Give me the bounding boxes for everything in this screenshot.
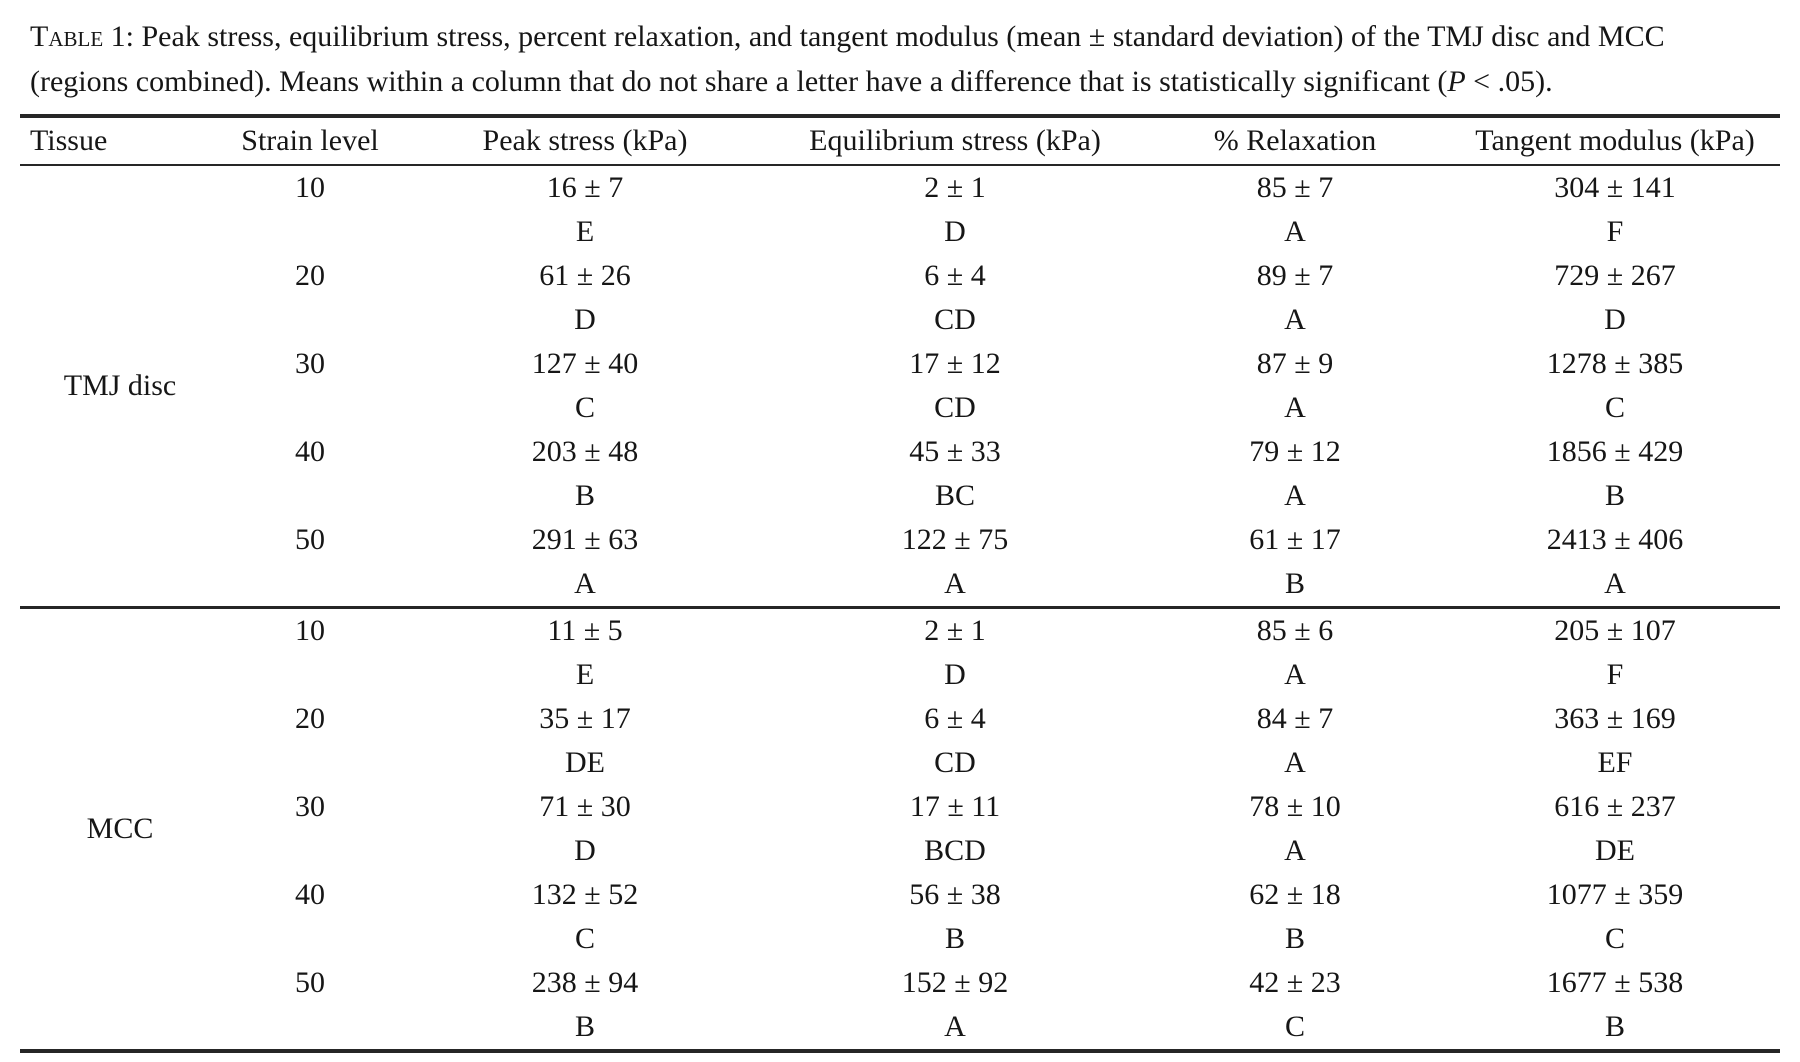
tissue-label: TMJ disc <box>63 369 177 402</box>
results-table <box>20 114 1780 1053</box>
equilibrium-stress-letter-cell: CD <box>934 391 976 424</box>
peak-stress-cell: 127 ± 40 <box>531 347 639 380</box>
tangent-modulus-cell: 304 ± 141 <box>1554 171 1676 204</box>
peak-stress-letter-cell: C <box>574 391 595 424</box>
tangent-modulus-cell: 616 ± 237 <box>1554 790 1676 823</box>
tangent-modulus-letter-cell: B <box>1604 1010 1625 1043</box>
caption-line1: Peak stress, equilibrium stress, percent relaxation, and tangent modulus (mean ± standard deviation) of the TMJ disc and MCC <box>134 20 1665 53</box>
peak-stress-letter-cell: B <box>574 1010 595 1043</box>
equilibrium-stress-cell: 17 ± 11 <box>909 790 1001 823</box>
peak-stress-cell: 35 ± 17 <box>539 702 631 735</box>
relaxation-letter-cell: A <box>1284 834 1306 867</box>
peak-stress-cell: 132 ± 52 <box>531 878 639 911</box>
tangent-modulus-cell: 205 ± 107 <box>1554 614 1676 647</box>
tangent-modulus-cell: 729 ± 267 <box>1554 259 1676 292</box>
significance-letter-row <box>20 562 1780 608</box>
strain-level-spacer-cell <box>220 1005 400 1051</box>
peak-stress-letter-cell: E <box>575 658 595 691</box>
peak-stress-cell: 238 ± 94 <box>531 966 639 999</box>
relaxation-letter-cell: B <box>1284 922 1305 955</box>
equilibrium-stress-letter-cell: D <box>944 658 966 691</box>
equilibrium-stress-cell: 122 ± 75 <box>901 523 1009 556</box>
tangent-modulus-cell: 1856 ± 429 <box>1546 435 1684 468</box>
relaxation-letter-cell: A <box>1284 391 1306 424</box>
header-relaxation: % Relaxation <box>1213 124 1377 157</box>
relaxation-letter-cell: C <box>1284 1010 1305 1043</box>
header-peak-stress: Peak stress (kPa) <box>482 124 688 157</box>
strain-level-cell: 20 <box>295 259 325 292</box>
equilibrium-stress-letter-cell: B <box>944 922 965 955</box>
strain-level-cell: 40 <box>295 878 325 911</box>
tissue-group-tmj-disc <box>20 165 1780 608</box>
strain-level-spacer-cell <box>220 474 400 518</box>
significance-letter-row <box>20 653 1780 697</box>
equilibrium-stress-letter-cell: CD <box>934 303 976 336</box>
strain-level-cell: 20 <box>295 702 325 735</box>
strain-level-spacer-cell <box>220 386 400 430</box>
tangent-modulus-letter-cell: D <box>1604 303 1626 336</box>
tangent-modulus-letter-cell: DE <box>1595 834 1635 867</box>
equilibrium-stress-letter-cell: BC <box>934 479 976 512</box>
significance-letter-row <box>20 829 1780 873</box>
value-row <box>20 608 1780 654</box>
value-row <box>20 873 1780 917</box>
value-row <box>20 430 1780 474</box>
strain-level-spacer-cell <box>220 210 400 254</box>
peak-stress-cell: 291 ± 63 <box>531 523 639 556</box>
significance-letter-row <box>20 741 1780 785</box>
relaxation-cell: 85 ± 7 <box>1256 171 1334 204</box>
peak-stress-letter-cell: E <box>575 215 595 248</box>
significance-letter-row <box>20 298 1780 342</box>
header-row <box>20 116 1780 165</box>
equilibrium-stress-cell: 45 ± 33 <box>909 435 1001 468</box>
tangent-modulus-cell: 363 ± 169 <box>1554 702 1676 735</box>
significance-letter-row <box>20 1005 1780 1051</box>
tangent-modulus-cell: 1677 ± 538 <box>1546 966 1684 999</box>
significance-letter-row <box>20 210 1780 254</box>
tissue-label: MCC <box>86 812 154 845</box>
significance-letter-row <box>20 474 1780 518</box>
equilibrium-stress-cell: 2 ± 1 <box>924 614 986 647</box>
strain-level-cell: 10 <box>295 614 325 647</box>
tangent-modulus-letter-cell: F <box>1606 658 1624 691</box>
strain-level-cell: 10 <box>295 171 325 204</box>
tangent-modulus-cell: 1278 ± 385 <box>1546 347 1684 380</box>
header-strain-level: Strain level <box>241 124 379 157</box>
strain-level-spacer-cell <box>220 653 400 697</box>
relaxation-cell: 85 ± 6 <box>1256 614 1334 647</box>
table-caption <box>30 14 1772 104</box>
equilibrium-stress-cell: 17 ± 12 <box>909 347 1001 380</box>
strain-level-spacer-cell <box>220 298 400 342</box>
relaxation-cell: 62 ± 18 <box>1249 878 1341 911</box>
equilibrium-stress-letter-cell: D <box>944 215 966 248</box>
peak-stress-cell: 16 ± 7 <box>546 171 624 204</box>
strain-level-cell: 50 <box>295 966 325 999</box>
relaxation-letter-cell: A <box>1284 215 1306 248</box>
relaxation-letter-cell: B <box>1284 567 1305 600</box>
tangent-modulus-letter-cell: F <box>1606 215 1624 248</box>
relaxation-cell: 78 ± 10 <box>1249 790 1341 823</box>
strain-level-cell: 40 <box>295 435 325 468</box>
peak-stress-letter-cell: D <box>574 834 596 867</box>
significance-letter-row <box>20 386 1780 430</box>
caption-p-symbol: P <box>1447 65 1466 98</box>
strain-level-spacer-cell <box>220 829 400 873</box>
equilibrium-stress-letter-cell: BCD <box>924 834 986 867</box>
equilibrium-stress-cell: 6 ± 4 <box>924 259 986 292</box>
peak-stress-cell: 61 ± 26 <box>539 259 631 292</box>
value-row <box>20 785 1780 829</box>
tissue-group-mcc <box>20 608 1780 1052</box>
peak-stress-letter-cell: DE <box>565 746 605 779</box>
equilibrium-stress-letter-cell: A <box>944 1010 966 1043</box>
caption-line2-end: < .05). <box>1465 65 1553 98</box>
peak-stress-letter-cell: A <box>574 567 596 600</box>
relaxation-letter-cell: A <box>1284 303 1306 336</box>
strain-level-cell: 30 <box>295 790 325 823</box>
value-row <box>20 254 1780 298</box>
value-row <box>20 961 1780 1005</box>
equilibrium-stress-cell: 152 ± 92 <box>901 966 1009 999</box>
peak-stress-letter-cell: D <box>574 303 596 336</box>
peak-stress-letter-cell: C <box>574 922 595 955</box>
relaxation-cell: 87 ± 9 <box>1256 347 1334 380</box>
equilibrium-stress-letter-cell: CD <box>934 746 976 779</box>
relaxation-letter-cell: A <box>1284 658 1306 691</box>
header-tissue: Tissue <box>30 124 108 157</box>
tangent-modulus-cell: 2413 ± 406 <box>1546 523 1684 556</box>
strain-level-cell: 50 <box>295 523 325 556</box>
relaxation-letter-cell: A <box>1284 746 1306 779</box>
table-header <box>20 116 1780 165</box>
peak-stress-cell: 11 ± 5 <box>547 614 623 647</box>
relaxation-letter-cell: A <box>1284 479 1306 512</box>
value-row <box>20 165 1780 210</box>
tangent-modulus-letter-cell: C <box>1604 391 1625 424</box>
equilibrium-stress-cell: 56 ± 38 <box>909 878 1001 911</box>
tangent-modulus-letter-cell: C <box>1604 922 1625 955</box>
value-row <box>20 342 1780 386</box>
header-tangent-modulus: Tangent modulus (kPa) <box>1475 124 1755 157</box>
tangent-modulus-letter-cell: B <box>1604 479 1625 512</box>
strain-level-spacer-cell <box>220 741 400 785</box>
relaxation-cell: 89 ± 7 <box>1256 259 1334 292</box>
equilibrium-stress-cell: 2 ± 1 <box>924 171 986 204</box>
value-row <box>20 518 1780 562</box>
peak-stress-cell: 203 ± 48 <box>531 435 639 468</box>
equilibrium-stress-cell: 6 ± 4 <box>924 702 986 735</box>
strain-level-cell: 30 <box>295 347 325 380</box>
caption-label: Table 1: <box>30 20 134 53</box>
value-row <box>20 697 1780 741</box>
caption-line2-start: (regions combined). Means within a column that do not share a letter have a difference that is statistically significant ( <box>30 65 1448 98</box>
relaxation-cell: 42 ± 23 <box>1249 966 1341 999</box>
tangent-modulus-letter-cell: EF <box>1597 746 1633 779</box>
header-equilibrium-stress: Equilibrium stress (kPa) <box>809 124 1101 157</box>
peak-stress-cell: 71 ± 30 <box>539 790 631 823</box>
relaxation-cell: 84 ± 7 <box>1256 702 1334 735</box>
tangent-modulus-cell: 1077 ± 359 <box>1546 878 1684 911</box>
peak-stress-letter-cell: B <box>574 479 595 512</box>
strain-level-spacer-cell <box>220 917 400 961</box>
significance-letter-row <box>20 917 1780 961</box>
relaxation-cell: 79 ± 12 <box>1249 435 1341 468</box>
strain-level-spacer-cell <box>220 562 400 608</box>
equilibrium-stress-letter-cell: A <box>944 567 966 600</box>
tangent-modulus-letter-cell: A <box>1604 567 1626 600</box>
relaxation-cell: 61 ± 17 <box>1249 523 1341 556</box>
